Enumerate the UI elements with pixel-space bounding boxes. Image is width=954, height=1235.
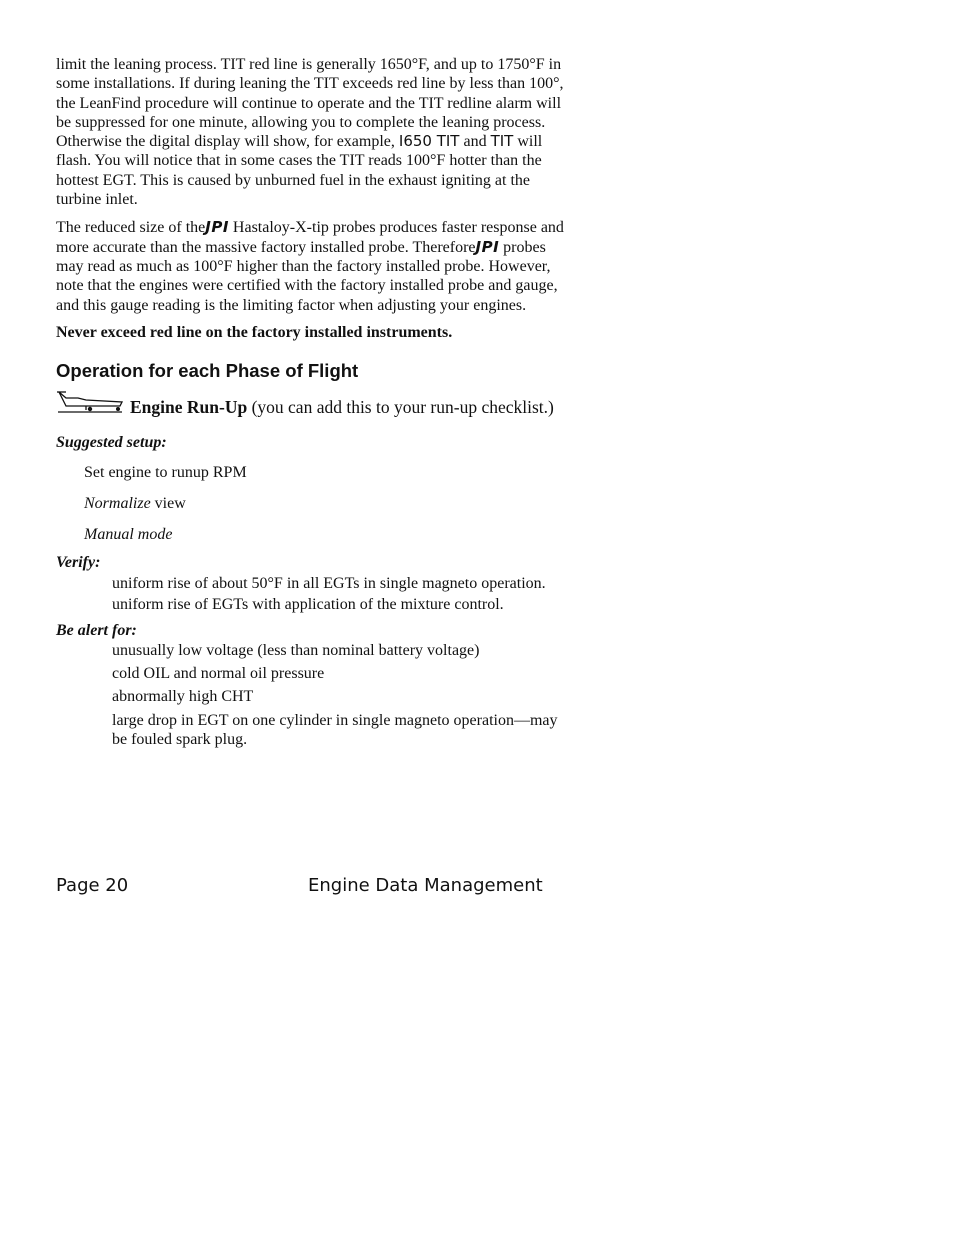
- setup-title: Suggested setup:: [56, 434, 167, 452]
- document-page: [56, 55, 566, 753]
- alert-item: large drop in EGT on one cylinder in single magneto operation—may be fouled spark plug.: [112, 711, 558, 749]
- page-number: Page 20: [56, 875, 129, 896]
- jpi-brand-1: JPI: [205, 218, 229, 237]
- tit-paragraph: [56, 55, 566, 209]
- footer-title: Engine Data Management: [308, 875, 543, 896]
- tit-text-b: and: [463, 133, 487, 151]
- probe-text-c: probes may read as much as 100°F higher than the factory installed probe. However, note that the engines were certified with the factory installed probe and gauge, and this gauge reading is the limiting factor when adjusting your engines.: [56, 238, 558, 314]
- alert-title: Be alert for:: [56, 621, 137, 639]
- normalize-term: Normalize: [84, 495, 151, 513]
- probe-text-b: Hastaloy-X-tip probes produces faster response and more accurate than the massive factory installed probe. Therefore: [56, 219, 564, 256]
- setup-item-manual: Manual mode: [84, 526, 173, 544]
- verify-item: uniform rise of about 50°F in all EGTs in single magneto operation.: [112, 574, 546, 592]
- alert-item: unusually low voltage (less than nominal battery voltage): [112, 641, 480, 659]
- probe-paragraph: [56, 218, 566, 314]
- probe-text-a: The reduced size of the: [56, 219, 206, 237]
- runup-note: (you can add this to your run-up checklist.): [251, 397, 554, 418]
- display-readout-1650: I650 TIT: [398, 132, 460, 151]
- airplane-icon: [56, 390, 124, 421]
- tit-text-c: will flash. You will notice that in some cases the TIT reads 100°F hotter than the hottest EGT. This is caused by unburned fuel in the exhaust igniting at the turbine inlet.: [56, 133, 543, 209]
- verify-item: uniform rise of EGTs with application of the mixture control.: [112, 596, 504, 614]
- runup-heading: [56, 390, 566, 421]
- jpi-brand-2: JPI: [475, 237, 500, 256]
- runup-title: Engine Run-Up: [130, 397, 248, 418]
- setup-item-normalize: [56, 494, 566, 513]
- redline-warning: Never exceed red line on the factory installed instruments.: [56, 323, 453, 341]
- alert-item: cold OIL and normal oil pressure: [112, 665, 325, 683]
- setup-item-rpm: Set engine to runup RPM: [84, 463, 247, 481]
- alert-item: abnormally high CHT: [112, 688, 254, 706]
- tit-text-a: limit the leaning process. TIT red line is generally 1650°F, and up to 1750°F in some installations. If during leaning the TIT exceeds red line by less than 100°, the LeanFind procedure will continue to operate and the TIT redline alarm will be suppressed for one minute, allowing you to complete the leaning process. Otherwise the digital display will show, for example,: [56, 56, 564, 151]
- section-heading: Operation for each Phase of Flight: [56, 360, 359, 382]
- display-readout-tit: TIT: [490, 132, 514, 151]
- normalize-rest: view: [154, 495, 186, 513]
- verify-title: Verify:: [56, 553, 101, 571]
